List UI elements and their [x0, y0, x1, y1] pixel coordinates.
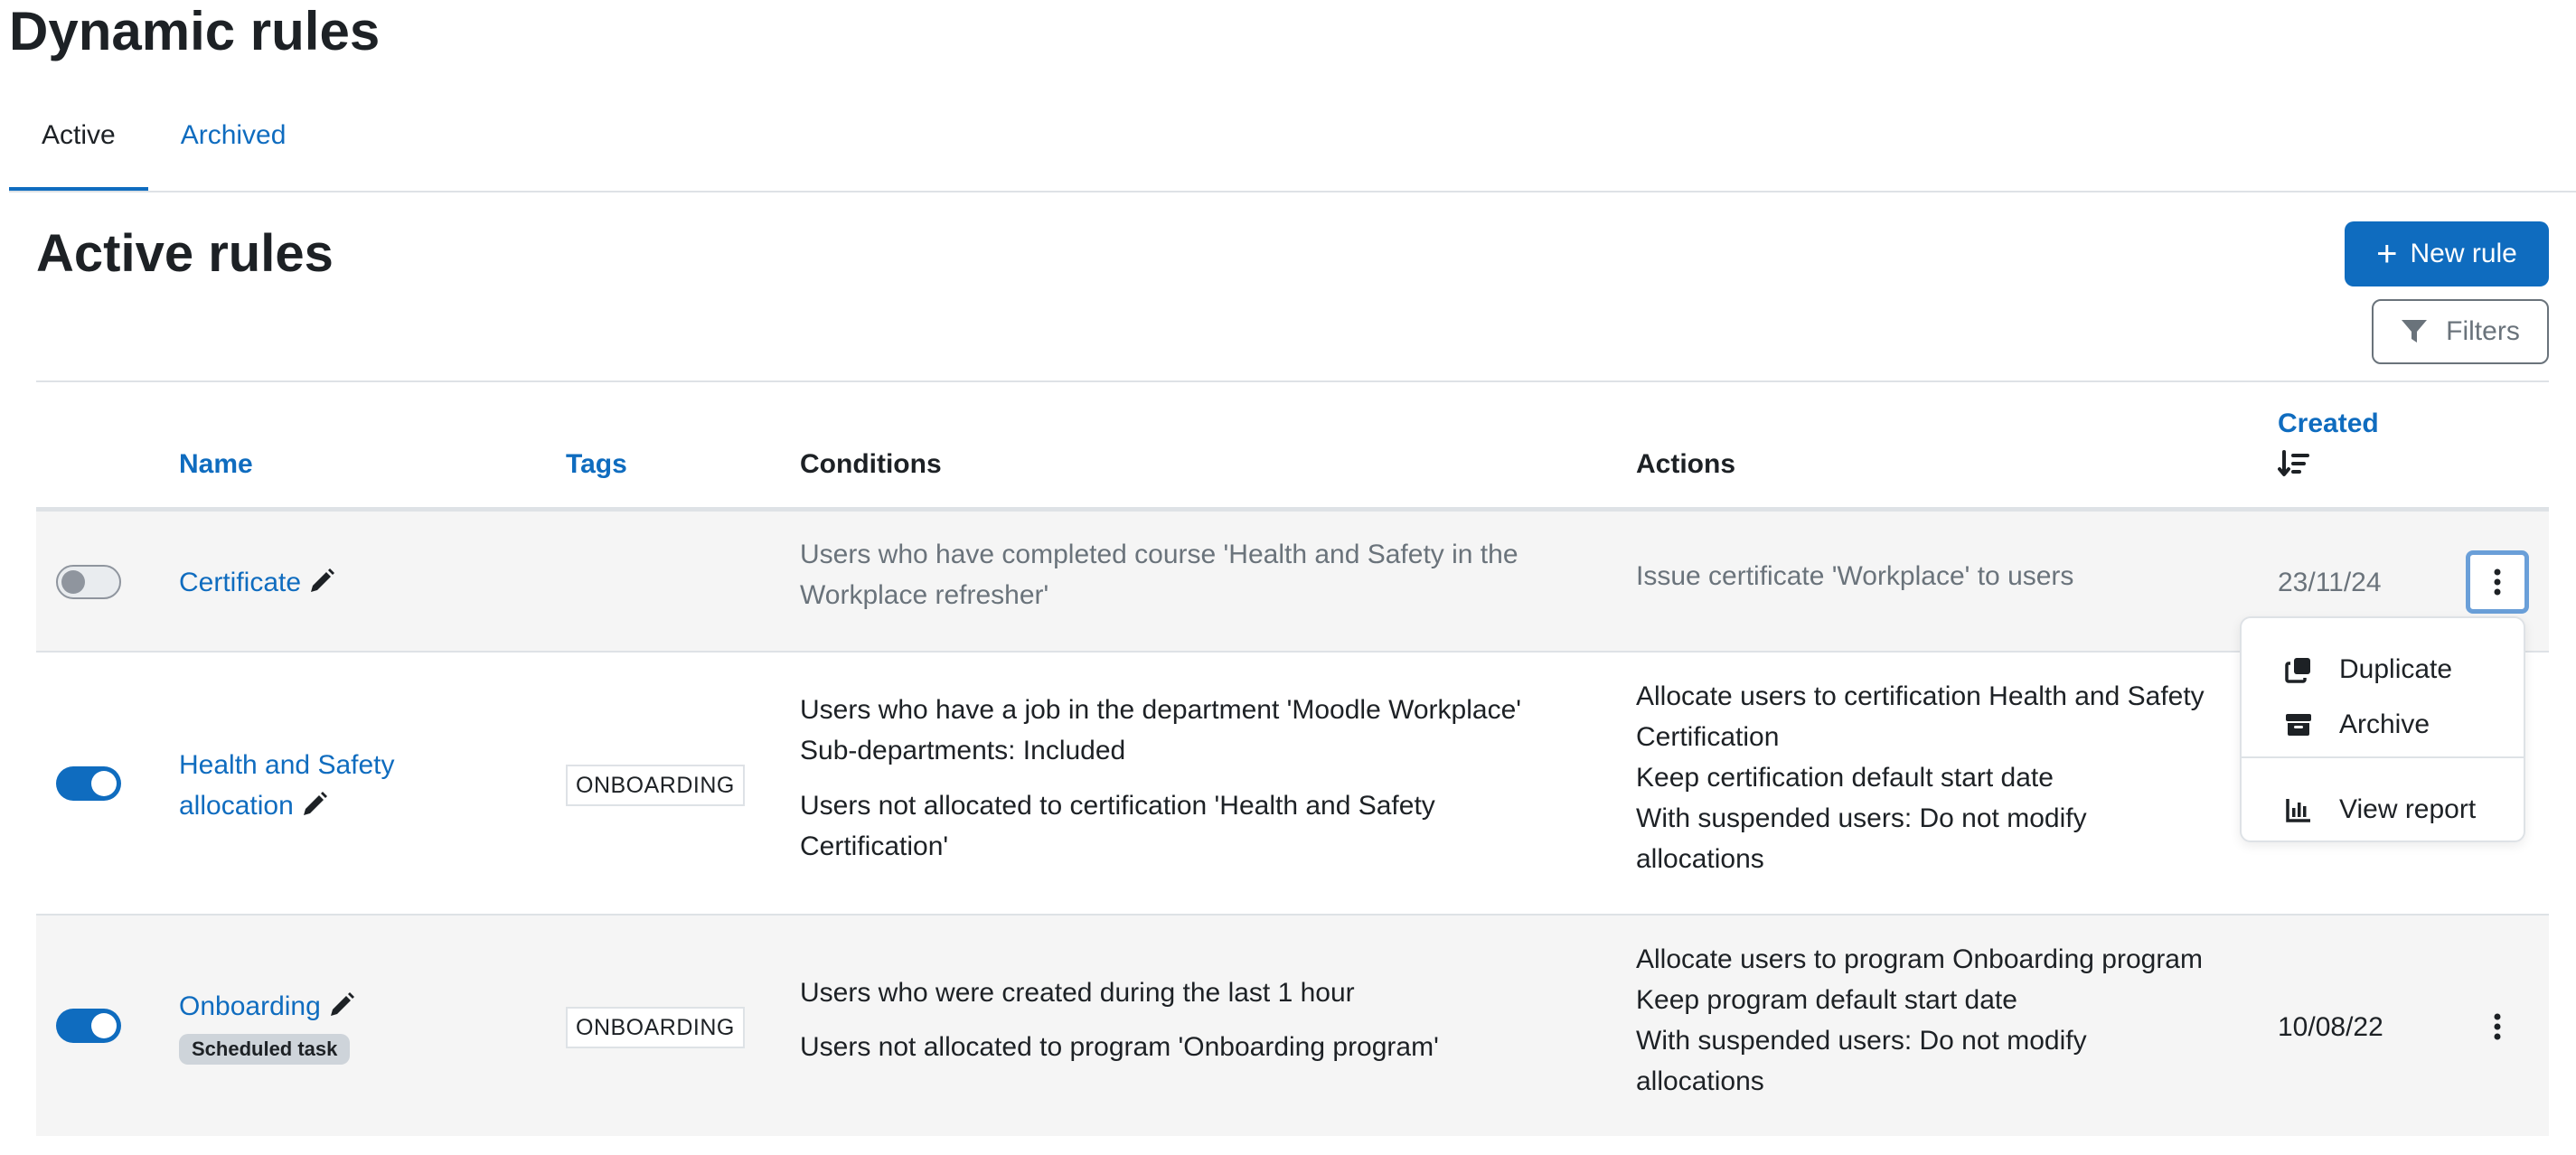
toggle-knob	[61, 570, 85, 594]
new-rule-button[interactable]	[2345, 221, 2549, 286]
page-title: Dynamic rules	[9, 1, 381, 61]
edit-pencil-icon[interactable]	[301, 791, 328, 818]
menu-item-label: View report	[2339, 794, 2477, 824]
toggle-knob	[91, 1013, 117, 1038]
tab-archived[interactable]: Archived	[180, 120, 287, 150]
tag-badge: ONBOARDING	[566, 765, 745, 806]
tabs-divider	[9, 191, 2576, 192]
rule-name-text-line1[interactable]: Health and Safety	[179, 750, 395, 780]
filter-icon	[2401, 319, 2428, 344]
actions-text: Allocate users to certification Health and Safety Certification	[1636, 681, 2205, 752]
rule-name-text[interactable]: Certificate	[179, 568, 302, 597]
column-header-created[interactable]: Created	[2278, 408, 2379, 438]
menu-item-duplicate[interactable]	[2242, 644, 2524, 695]
menu-item-archive[interactable]	[2242, 700, 2524, 750]
kebab-menu-icon	[2494, 568, 2501, 596]
rule-toggle-onboarding[interactable]	[56, 1009, 121, 1043]
plus-icon: +	[2376, 234, 2398, 274]
new-rule-label: New rule	[2410, 239, 2517, 268]
edit-pencil-icon[interactable]	[328, 991, 355, 1019]
report-chart-icon	[2285, 796, 2312, 823]
archive-icon	[2285, 711, 2312, 738]
menu-divider	[2242, 756, 2524, 758]
column-header-conditions: Conditions	[800, 449, 942, 479]
actions-text: Allocate users to program Onboarding program	[1636, 944, 2203, 974]
actions-text: Issue certificate 'Workplace' to users	[1636, 561, 2074, 591]
created-date: 23/11/24	[2278, 568, 2382, 597]
rule-name-health-safety[interactable]	[179, 745, 432, 826]
tabs	[9, 98, 318, 192]
duplicate-icon	[2285, 656, 2312, 683]
rule-name-text[interactable]: Onboarding	[179, 991, 321, 1021]
conditions-text: Users who have a job in the department 'Moodle Workplace' Sub-departments: Included	[800, 695, 1521, 765]
row-actions-dropdown	[2240, 616, 2525, 842]
filters-label: Filters	[2446, 316, 2520, 346]
conditions-text: Users who have completed course 'Health and Safety in the Workplace refresher'	[800, 540, 1518, 610]
row-actions-menu-button[interactable]	[2466, 550, 2529, 614]
tag-badge: ONBOARDING	[566, 1007, 745, 1048]
conditions-text: Users who were created during the last 1 hour	[800, 978, 1355, 1008]
row-actions-menu-button[interactable]	[2466, 995, 2529, 1058]
section-title: Active rules	[36, 224, 334, 283]
sort-descending-icon[interactable]	[2278, 448, 2310, 481]
rule-name-certificate[interactable]	[179, 562, 335, 603]
toggle-knob	[91, 771, 117, 796]
actions-text: With suspended users: Do not modify allocations	[1636, 803, 2087, 874]
rule-name-onboarding[interactable]	[179, 986, 355, 1027]
conditions-text: Users not allocated to program 'Onboarding program'	[800, 1032, 1439, 1062]
created-date: 10/08/22	[2278, 1012, 2383, 1042]
column-header-actions: Actions	[1636, 449, 1736, 479]
rule-toggle-health-safety[interactable]	[56, 766, 121, 801]
kebab-menu-icon	[2494, 1013, 2501, 1040]
rule-name-text-line2[interactable]: allocation	[179, 791, 294, 821]
column-header-tags[interactable]: Tags	[566, 449, 627, 479]
menu-item-view-report[interactable]	[2242, 784, 2524, 835]
menu-item-label: Archive	[2339, 709, 2430, 739]
tab-active[interactable]: Active	[9, 98, 148, 192]
filters-button[interactable]	[2372, 299, 2549, 364]
conditions-text: Users not allocated to certification 'Health and Safety Certification'	[800, 791, 1435, 861]
column-header-name[interactable]: Name	[179, 449, 253, 479]
rule-toggle-certificate[interactable]	[56, 565, 121, 599]
actions-text: Keep program default start date	[1636, 985, 2017, 1015]
actions-text: Keep certification default start date	[1636, 763, 2054, 793]
actions-text: With suspended users: Do not modify allocations	[1636, 1026, 2087, 1096]
menu-item-label: Duplicate	[2339, 654, 2453, 684]
scheduled-task-badge: Scheduled task	[179, 1034, 350, 1065]
edit-pencil-icon[interactable]	[308, 568, 335, 595]
table-top-divider	[36, 380, 2549, 382]
